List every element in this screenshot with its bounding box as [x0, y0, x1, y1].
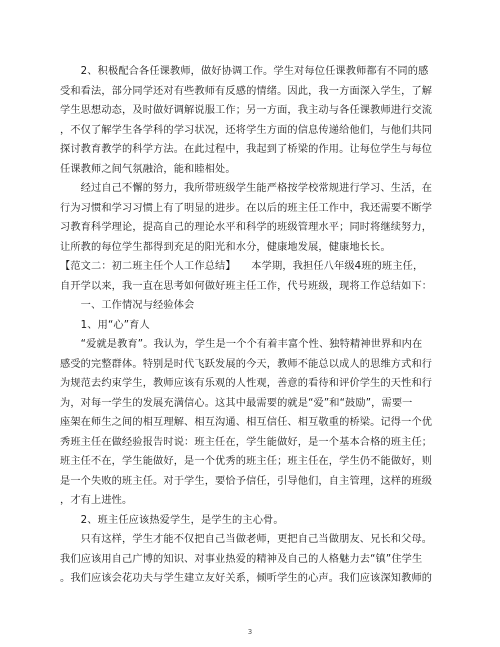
text-line: 探讨教育教学的科学方法。在此过程中，我起到了桥梁的作用。让每位学生与每位 — [60, 144, 432, 155]
text-line: 学生思想动态，及时做好调解说服工作；另一方面，我主动与各任课教师进行交流 — [60, 105, 432, 116]
text-line: 座架在师生之间的相互理解、相互沟通、相互信任、相互敬重的桥梁。记得一个优 — [60, 417, 432, 428]
text-line: 行为习惯和学习习惯上有了明显的进步。在以后的班主任工作中，我还需要不断学 — [60, 202, 432, 214]
text-line: 一、工作情况与经验体会 — [60, 300, 195, 311]
text-line: 习教育科学理论，提高自己的理论水平和科学的班级管理水平；同时将继续努力， — [60, 222, 432, 233]
page-number: 3 — [247, 628, 253, 636]
text-line: 为规范去约束学生，教师应该有乐观的人性观，善意的看待和评价学生的天性和行 — [60, 378, 432, 389]
text-line: 秀班主任在做经验报告时说：班主任在，学生能做好，是一个基本合格的班主任； — [60, 436, 432, 448]
text-line: 。我们应该会花功夫与学生建立友好关系，倾听学生的心声。我们应该深知教师的 — [60, 573, 432, 584]
text-line: 我们应该用自己广博的知识、对事业热爱的精神及自己的人格魅力去“镇”住学生 — [60, 553, 423, 565]
text-line: 任课教师之间气氛融洽，能和睦相处。 — [60, 163, 236, 175]
text-line: 受和看法，部分同学还对有些教师有反感的情绪。因此，我一方面深入学生，了解 — [60, 85, 432, 97]
text-line: 自开学以来，我一直在思考如何做好班主任工作，代号班级，现将工作总结如下： — [60, 280, 432, 292]
text-line: ，才有上进性。 — [60, 495, 133, 506]
text-line: 2、积极配合各任课教师，做好协调工作。学生对每位任课教师都有不同的感 — [60, 66, 429, 77]
text-line: 【范文二：初二班主任个人工作总结】 本学期，我担任八年级4班的班主任， — [60, 261, 424, 272]
text-line: 感受的完整群体。特别是时代飞跃发展的今天，教师不能总以成人的思维方式和行 — [60, 358, 432, 370]
text-line: ，不仅了解学生各学科的学习状况，还将学生方面的信息传递给他们，与他们共同 — [60, 124, 432, 136]
body-text — [60, 62, 432, 589]
text-line: 是一个失败的班主任。对于学生，要恰予信任，引导他们，自主管理，这样的班级 — [60, 475, 432, 487]
text-line: 只有这样，学生才能不仅把自己当做老师，更把自己当做朋友、兄长和父母。 — [60, 534, 432, 545]
text-line: 经过自己不懈的努力，我所带班级学生能严格按学校常规进行学习、生活，在 — [60, 183, 432, 194]
text-line: 让所教的每位学生都得到充足的阳光和水分，健康地发展，健康地长长。 — [60, 241, 391, 253]
text-line: 为，对每一学生的发展充满信心。这其中最需要的就是“爱”和“鼓励”，需要一 — [60, 397, 413, 409]
text-line: “爱就是教育”。我认为，学生是一个个有着丰富个性、独特精神世界和内在 — [60, 339, 423, 350]
text-line: 班主任不在，学生能做好，是一个优秀的班主任；班主任在，学生仍不能做好，则 — [60, 456, 432, 467]
text-line: 1、用“心”育人 — [60, 319, 150, 331]
text-line: 2、班主任应该热爱学生，是学生的主心骨。 — [60, 514, 284, 526]
